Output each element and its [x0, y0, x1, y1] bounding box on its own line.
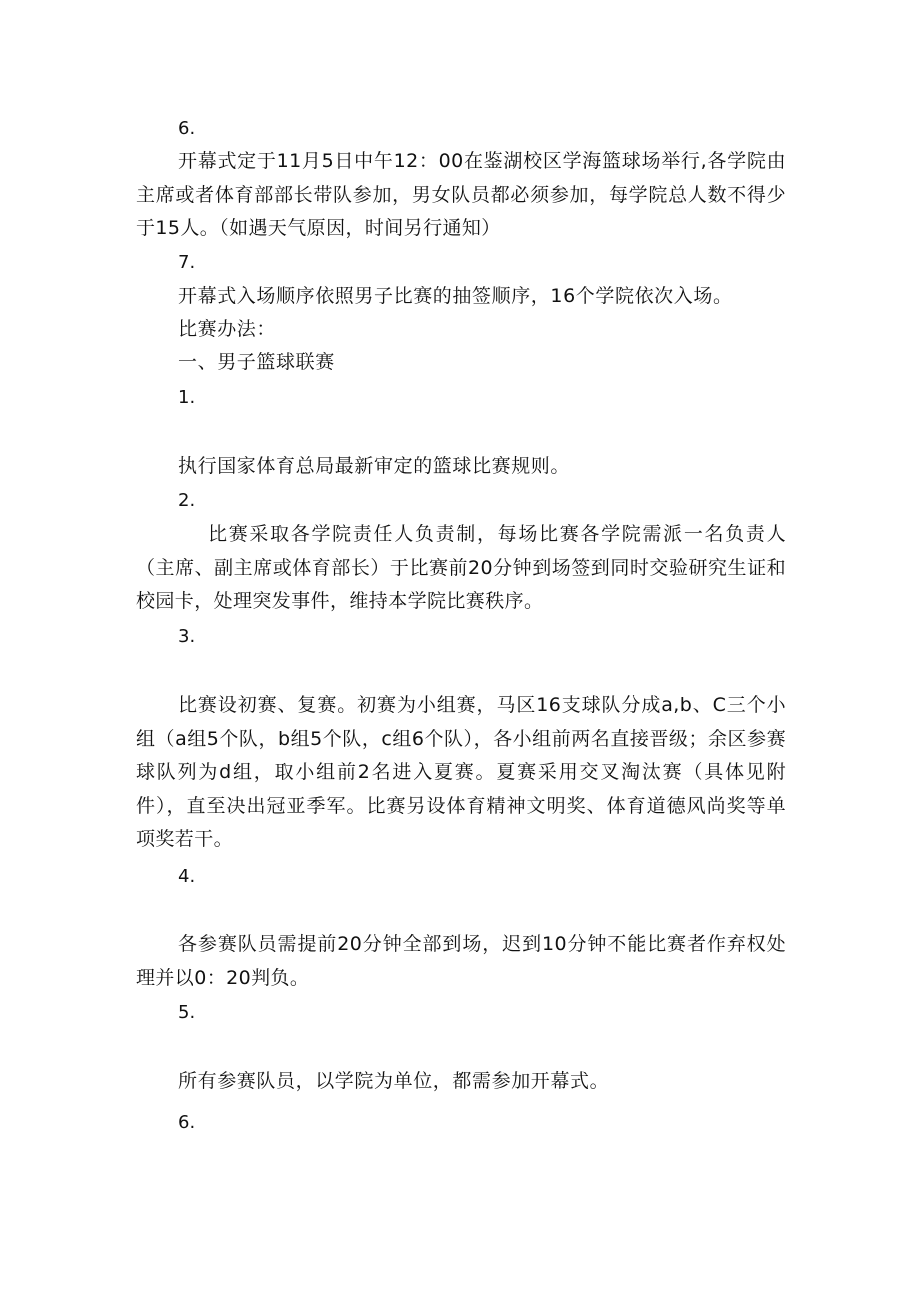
paragraph-competition-format: 比赛设初赛、复赛。初赛为小组赛，马区16支球队分成a,b、C三个小组（a组5个队，b组5个队，c组6个队），各小组前两名直接晋级；余区参赛球队列为d组，取小组前2名进入夏赛。夏赛采用交叉淘汰赛（具体见附件），直至决出冠亚季军。比赛另设体育精神文明奖、体育道德风尚奖等单项奖若干。 — [136, 694, 786, 850]
heading-mens-basketball: 一、男子篮球联赛 — [178, 351, 335, 373]
item-number-1: 1. — [178, 387, 196, 408]
paragraph-opening-participation: 所有参赛队员，以学院为单位，都需参加开幕式。 — [178, 1070, 610, 1092]
paragraph-attendance: 各参赛队员需提前20分钟全部到场，迟到10分钟不能比赛者作弃权处理并以0：20判负。 — [136, 933, 786, 989]
paragraph-entry-order: 开幕式入场顺序依照男子比赛的抽签顺序，16个学院依次入场。 — [178, 285, 733, 307]
item-number-5: 5. — [178, 1002, 196, 1023]
paragraph-responsibility: 比赛采取各学院责任人负责制，每场比赛各学院需派一名负责人（主席、副主席或体育部长）于比赛前20分钟到场签到同时交验研究生证和校园卡，处理突发事件，维持本学院比赛秩序。 — [136, 523, 786, 612]
paragraph-opening-ceremony-time: 开幕式定于11月5日中午12：00在鉴湖校区学海篮球场举行,各学院由主席或者体育部部长带队参加，男女队员都必须参加，每学院总人数不得少于15人。（如遇天气原因，时间另行通知） — [136, 150, 786, 239]
item-number-6: 6. — [178, 118, 196, 139]
item-number-7: 7. — [178, 252, 196, 273]
item-number-6-bottom: 6. — [178, 1112, 196, 1133]
paragraph-rules: 执行国家体育总局最新审定的篮球比赛规则。 — [178, 455, 571, 477]
heading-competition-method: 比赛办法： — [178, 318, 277, 340]
item-number-4: 4. — [178, 866, 196, 887]
item-number-3: 3. — [178, 626, 196, 647]
item-number-2: 2. — [178, 490, 196, 511]
